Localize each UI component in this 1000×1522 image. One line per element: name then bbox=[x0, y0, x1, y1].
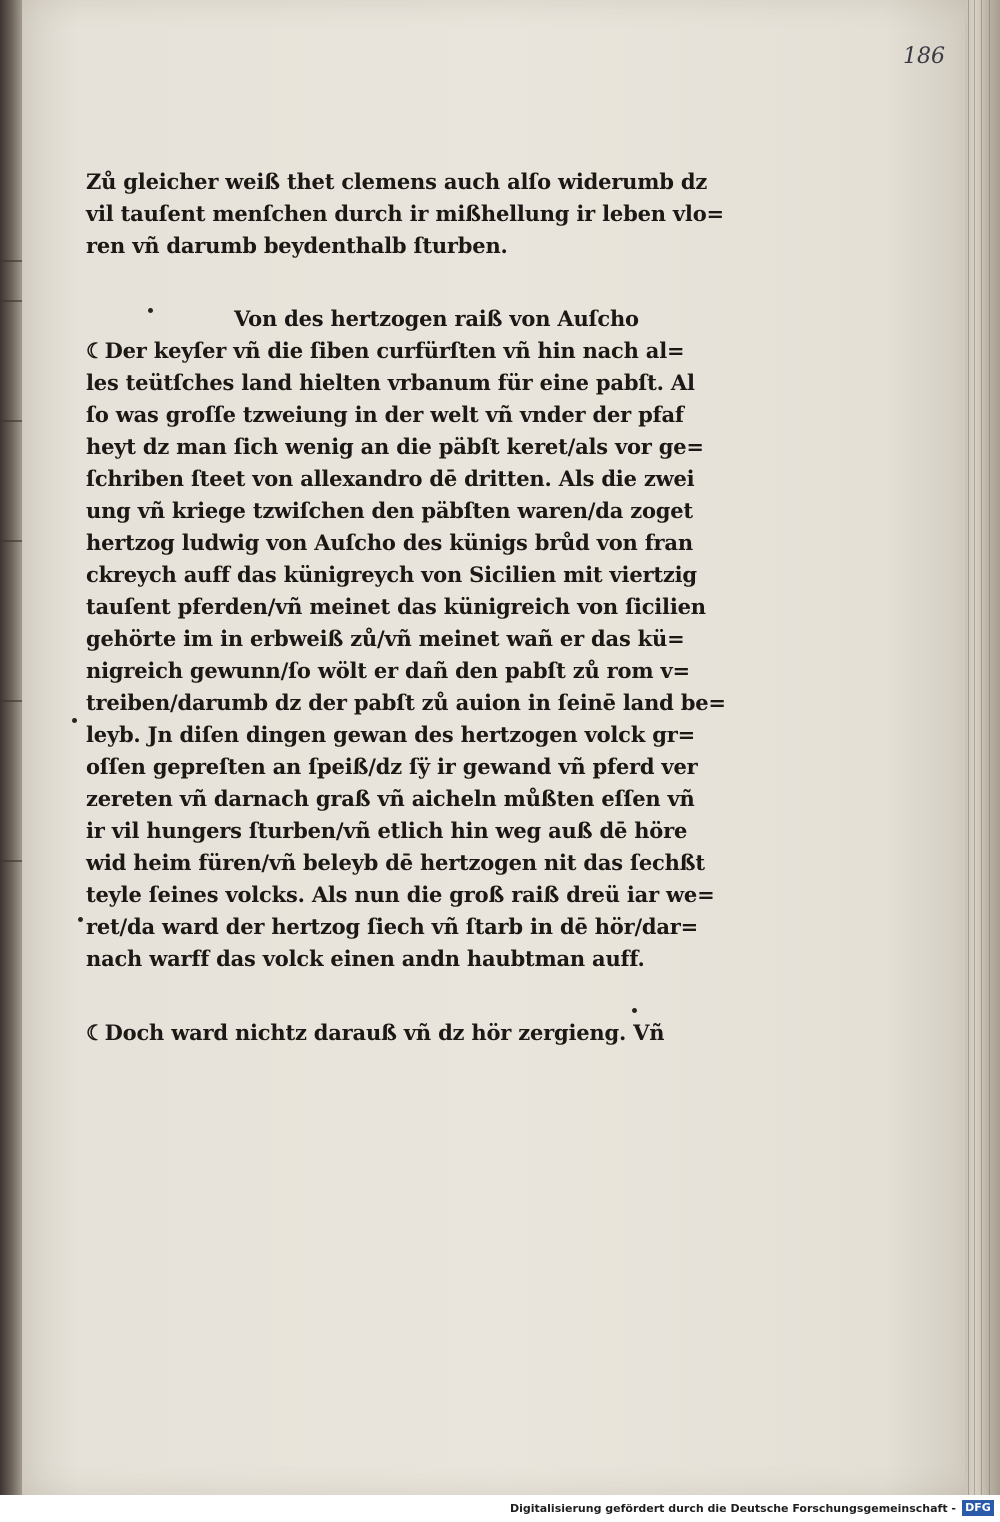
edge-mark bbox=[2, 540, 22, 542]
body-text bbox=[86, 166, 726, 1049]
page-stack-edge bbox=[965, 0, 1000, 1495]
text-line: wid heim füren/vñ beleyb dē hertzogen nit das ſechßt bbox=[86, 850, 705, 875]
ink-speck bbox=[72, 718, 77, 723]
text-line: leyb. Jn diſen dingen gewan des hertzogen volck gr= bbox=[86, 722, 695, 747]
edge-mark bbox=[2, 300, 22, 302]
text-line: vil tauſent menſchen durch ir mißhellung ir leben vlo= bbox=[86, 201, 724, 226]
text-line: Zů gleicher weiß thet clemens auch alſo widerumb dz bbox=[86, 169, 708, 194]
text-line: ſo was groſſe tzweiung in der welt vñ vnder der pfaf bbox=[86, 402, 684, 427]
ink-speck bbox=[78, 917, 83, 922]
edge-mark bbox=[2, 420, 22, 422]
text-line: treiben/darumb dz der pabſt zů auion in ſeinē land be= bbox=[86, 690, 726, 715]
text-line: ckreych auff das künigreych von Sicilien mit viertzig bbox=[86, 562, 697, 587]
text-line: ☾Der keyſer vñ die ſiben curfürſten vñ hin nach al= bbox=[86, 338, 685, 363]
section-heading: Von des hertzogen raiß von Auſcho bbox=[234, 306, 639, 331]
text-line: nach warff das volck einen andn haubtman auff. bbox=[86, 946, 645, 971]
edge-mark bbox=[2, 860, 22, 862]
text-line: teyle ſeines volcks. Als nun die groß raiß dreü iar we= bbox=[86, 882, 715, 907]
text-line: ung vñ kriege tzwiſchen den päbſten waren/da zoget bbox=[86, 498, 693, 523]
text-line: tauſent pferden/vñ meinet das künigreich von ſicilien bbox=[86, 594, 706, 619]
text-line: ret/da ward der hertzog ſiech vñ ſtarb in dē hör/dar= bbox=[86, 914, 699, 939]
text-line: ſchriben ſteet von allexandro dē dritten. Als die zwei bbox=[86, 466, 695, 491]
dfg-logo-icon: DFG bbox=[962, 1500, 994, 1516]
text-line: zereten vñ darnach graß vñ aicheln můßten eſſen vñ bbox=[86, 786, 695, 811]
text-line: gehörte im in erbweiß zů/vñ meinet wañ er das kü= bbox=[86, 626, 685, 651]
folio-number: 186 bbox=[903, 44, 945, 69]
text-line: nigreich gewunn/ſo wölt er dañ den pabſt zů rom v= bbox=[86, 658, 690, 683]
edge-line bbox=[981, 0, 982, 1495]
edge-line bbox=[974, 0, 975, 1495]
text-line: ir vil hungers ſturben/vñ etlich hin weg auß dē höre bbox=[86, 818, 688, 843]
footer-credit: Digitalisierung gefördert durch die Deutsche Forschungsgemeinschaft - bbox=[509, 1502, 956, 1515]
edge-mark bbox=[2, 700, 22, 702]
edge-line bbox=[968, 0, 969, 1495]
ink-speck bbox=[148, 308, 153, 313]
edge-line bbox=[989, 0, 990, 1495]
text-line: heyt dz man ſich wenig an die päbſt keret/als vor ge= bbox=[86, 434, 704, 459]
text-line: oſſen gepreſten an ſpeiß/dz ſÿ ir gewand vñ pferd ver bbox=[86, 754, 698, 779]
text-line: hertzog ludwig von Auſcho des künigs brůd von fran bbox=[86, 530, 693, 555]
text-line: les teütſches land hielten vrbanum für eine pabſt. Al bbox=[86, 370, 695, 395]
ink-speck bbox=[632, 1008, 637, 1013]
text-line: ☾Doch ward nichtz darauß vñ dz hör zergieng. Vñ bbox=[86, 1020, 665, 1045]
text-line: ren vñ darumb beydenthalb ſturben. bbox=[86, 233, 508, 258]
edge-mark bbox=[2, 260, 22, 262]
